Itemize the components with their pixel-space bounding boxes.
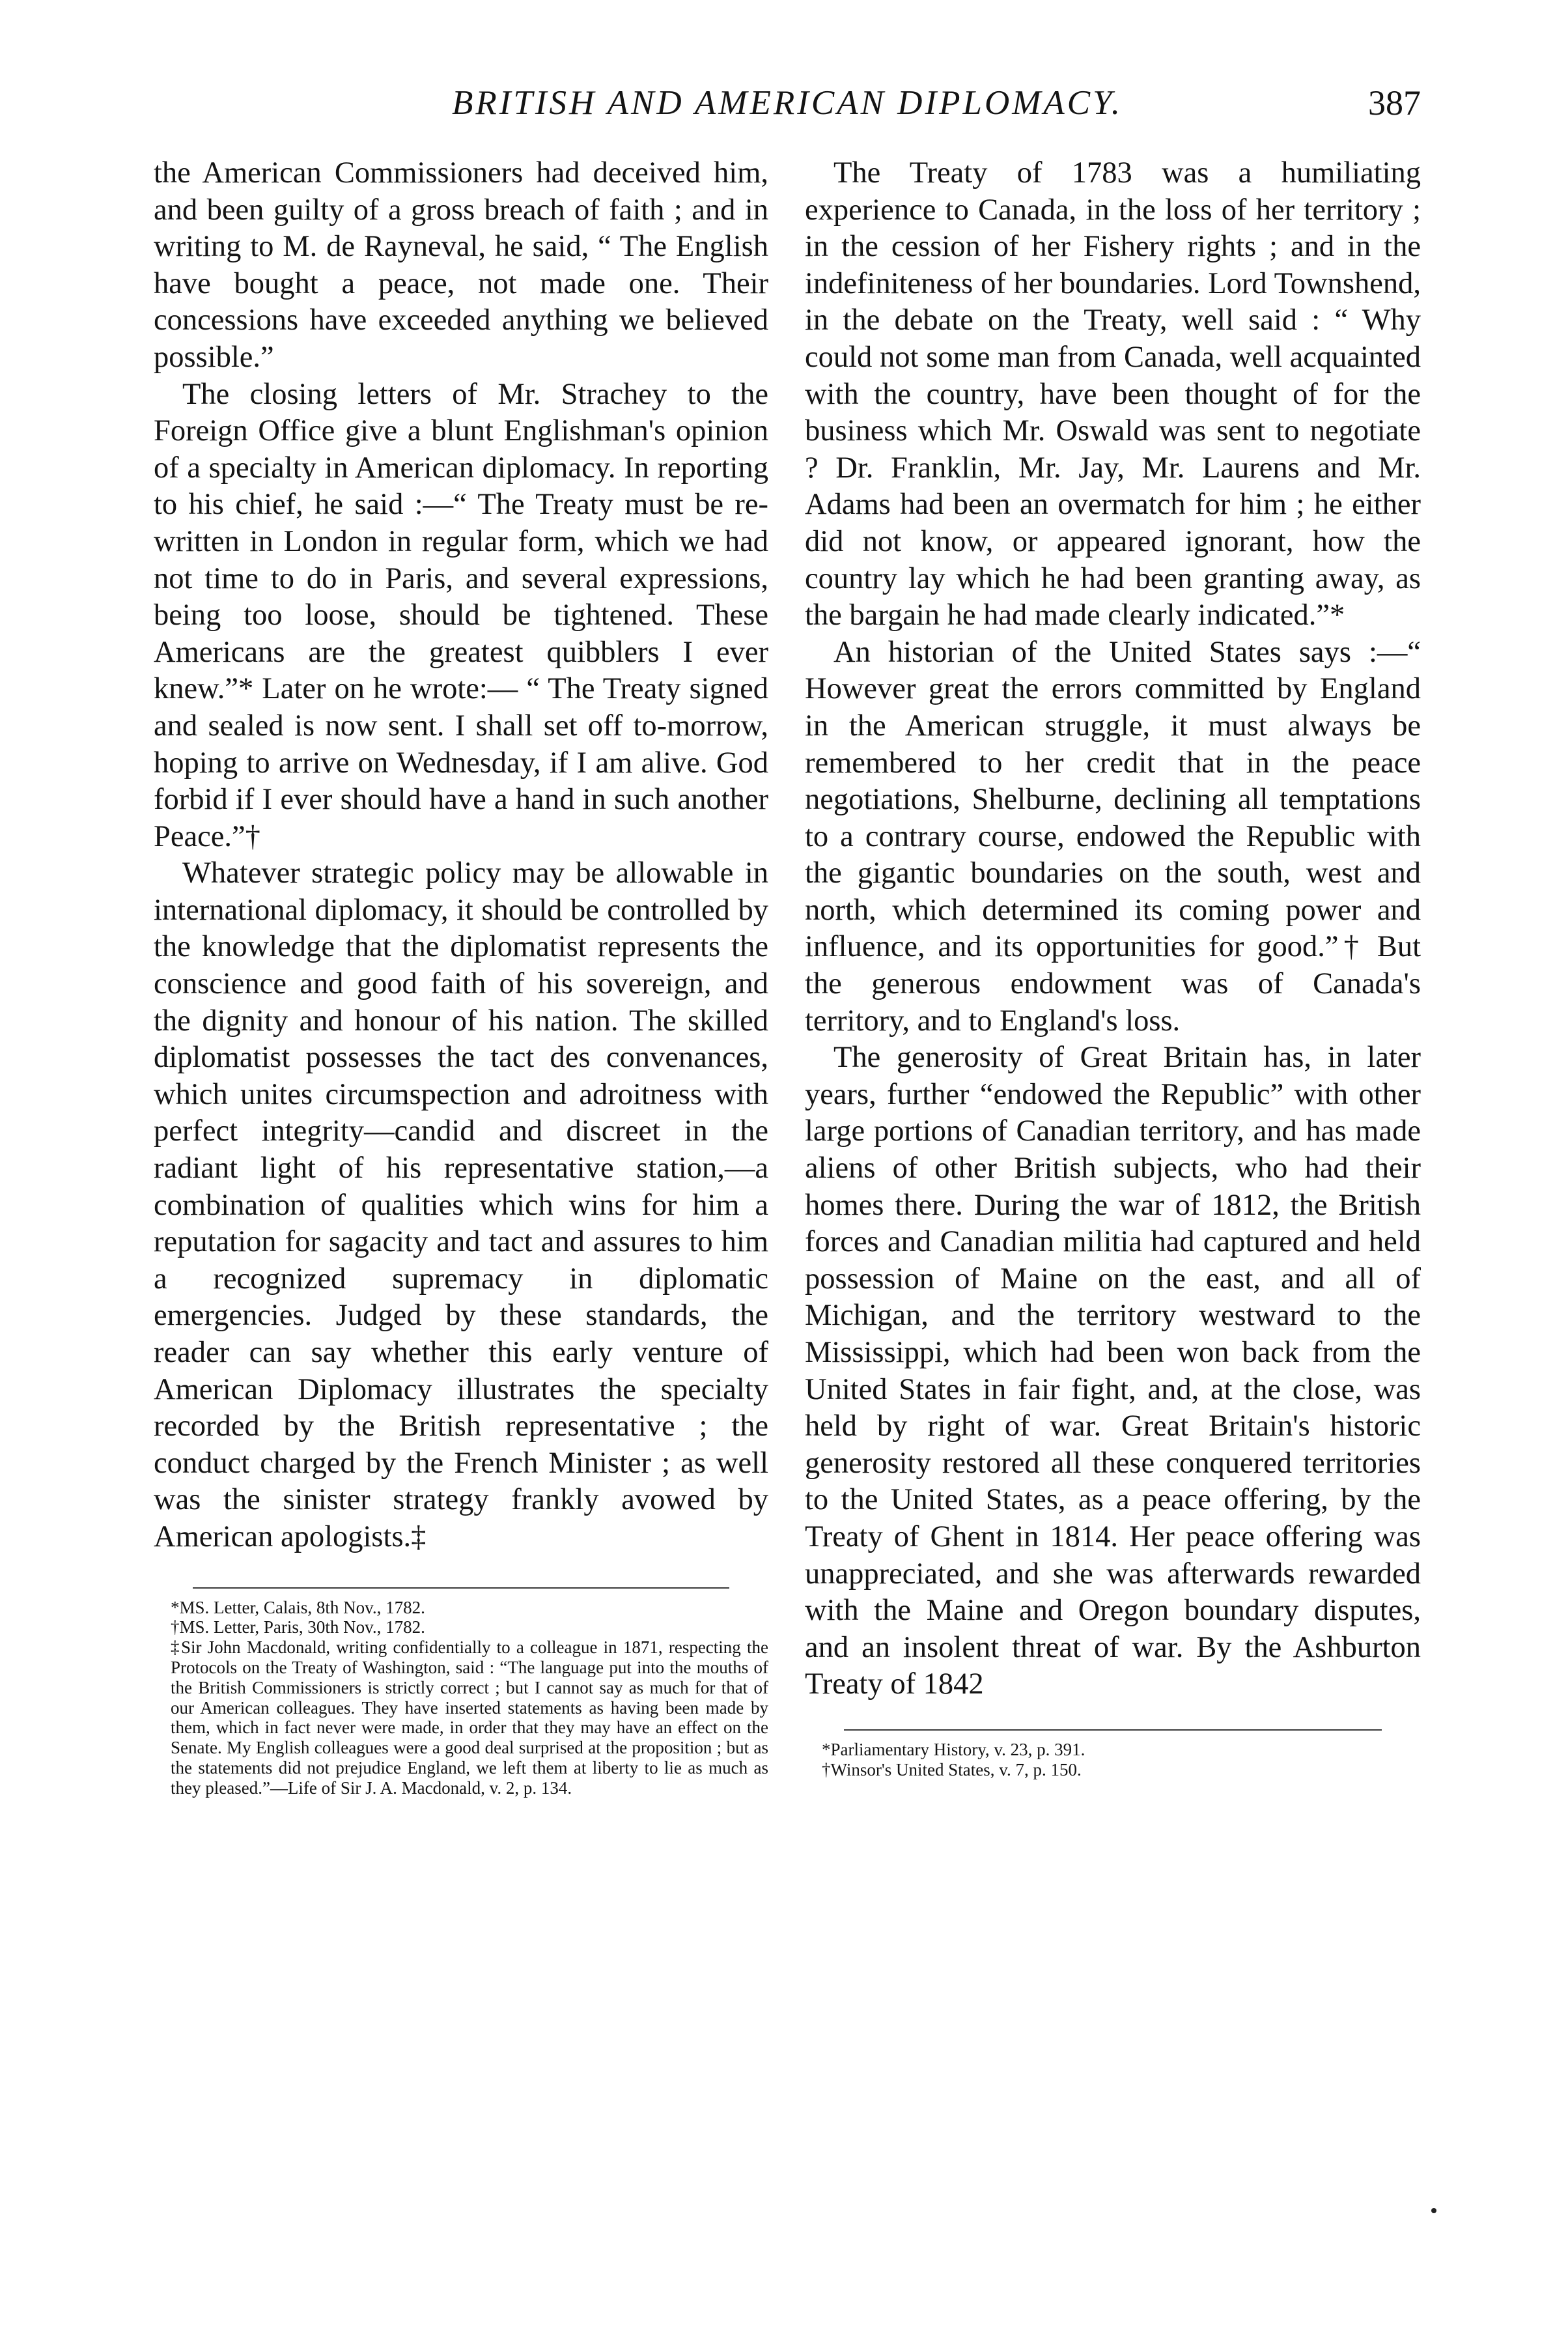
- running-title: BRITISH AND AMERICAN DIPLOMACY.: [452, 84, 1123, 122]
- paragraph: the American Commissioners had deceived him, and been guilty of a gross breach of faith ; and in writing to M. de Rayneval, he said, “ The English have bought a peace, not made one. Their concessions have exceeded anything we believed possible.”: [154, 156, 768, 374]
- left-column: [154, 155, 768, 1798]
- footnote: *MS. Letter, Calais, 8th Nov., 1782.: [171, 1597, 425, 1617]
- page-speck: [1431, 2208, 1436, 2213]
- footnote: †Winsor's United States, v. 7, p. 150.: [822, 1759, 1082, 1779]
- footnote-divider: [844, 1729, 1382, 1731]
- right-column: [805, 155, 1421, 1780]
- left-footnotes: [154, 1598, 768, 1798]
- left-body-text: [154, 155, 768, 1556]
- paragraph: The generosity of Great Britain has, in later years, further “endowed the Republic” with other large portions of Canadian territory, and has made aliens of other British subjects, who had their homes there. During the war of 1812, the British forces and Canadian militia had captured and held possession of Maine on the east, and all of Michigan, and the territory westward to the Mississippi, which had been won back from the United States in fair fight, and, at the close, was held by right of war. Great Britain's historic generosity restored all these conquered territories to the United States, as a peace offering, by the Treaty of Ghent in 1814. Her peace offering was unappreciated, and she was afterwards rewarded with the Maine and Oregon boundary disputes, and an insolent threat of war. By the Ashburton Treaty of 1842: [805, 1041, 1421, 1701]
- footnote: ‡Sir John Macdonald, writing confidentially to a colleague in 1871, respecting the Protocols on the Treaty of Washington, said : “The language put into the mouths of the British Commissioners is strictly correct ; but I cannot say as much for that of our American colleagues. They have inserted statements as having been made by them, which in fact never were made, in order that they may have an effect on the Senate. My English colleagues were a good deal surprised at the proposition ; but as the statements did not prejudice England, we left them at liberty to lie as much as they pleased.”—Life of Sir J. A. Macdonald, v. 2, p. 134.: [171, 1637, 768, 1798]
- paragraph: An historian of the United States says :—“ However great the errors committed by England in the American struggle, it must always be remembered to her credit that in the peace negotiations, Shelburne, declining all temptations to a contrary course, endowed the Republic with the gigantic boundaries on the south, west and north, which determined its coming power and influence, and its opportunities for good.”† But the generous endowment was of Canada's territory, and to England's loss.: [805, 635, 1421, 1038]
- paragraph: The closing letters of Mr. Strachey to the Foreign Office give a blunt Englishman's opinion of a specialty in American diplomacy. In reporting to his chief, he said :—“ The Treaty must be re-written in London in regular form, which we had not time to do in Paris, and several expressions, being too loose, should be tightened. These Americans are the greatest quibblers I ever knew.”* Later on he wrote:— “ The Treaty signed and sealed is now sent. I shall set off to-morrow, hoping to arrive on Wednesday, if I am alive. God forbid if I ever should have a hand in such another Peace.”†: [154, 377, 768, 853]
- paragraph: The Treaty of 1783 was a humiliating experience to Canada, in the loss of her territory ; in the cession of her Fishery rights ; and in the indefiniteness of her boundaries. Lord Townshend, in the debate on the Treaty, well said : “ Why could not some man from Canada, well acquainted with the country, have been thought of for the business which Mr. Oswald was sent to negotiate ? Dr. Franklin, Mr. Jay, Mr. Laurens and Mr. Adams had been an overmatch for him ; he either did not know, or appeared ignorant, how the country lay which he had been granting away, as the bargain he had made clearly indicated.”*: [805, 156, 1421, 632]
- footnote: †MS. Letter, Paris, 30th Nov., 1782.: [171, 1617, 425, 1637]
- footnote: *Parliamentary History, v. 23, p. 391.: [822, 1739, 1085, 1759]
- paragraph: Whatever strategic policy may be allowable in international diplomacy, it should be controlled by the knowledge that the diplomatist represents the conscience and good faith of his sovereign, and the dignity and honour of his nation. The skilled diplomatist possesses the tact des convenances, which unites circumspection and adroitness with perfect integrity—candid and discreet in the radiant light of his representative station,—a combination of qualities which wins for him a reputation for sagacity and tact and assures to him a recognized supremacy in diplomatic emergencies. Judged by these standards, the reader can say whether this early venture of American Diplomacy illustrates the specialty recorded by the British representative ; the conduct charged by the French Minister ; as well was the sinister strategy frankly avowed by American apologists.‡: [154, 856, 768, 1553]
- footnote-divider: [193, 1587, 729, 1589]
- page-number: 387: [1368, 83, 1421, 122]
- page-header: [154, 77, 1421, 129]
- right-body-text: [805, 155, 1421, 1703]
- right-footnotes: [805, 1740, 1421, 1780]
